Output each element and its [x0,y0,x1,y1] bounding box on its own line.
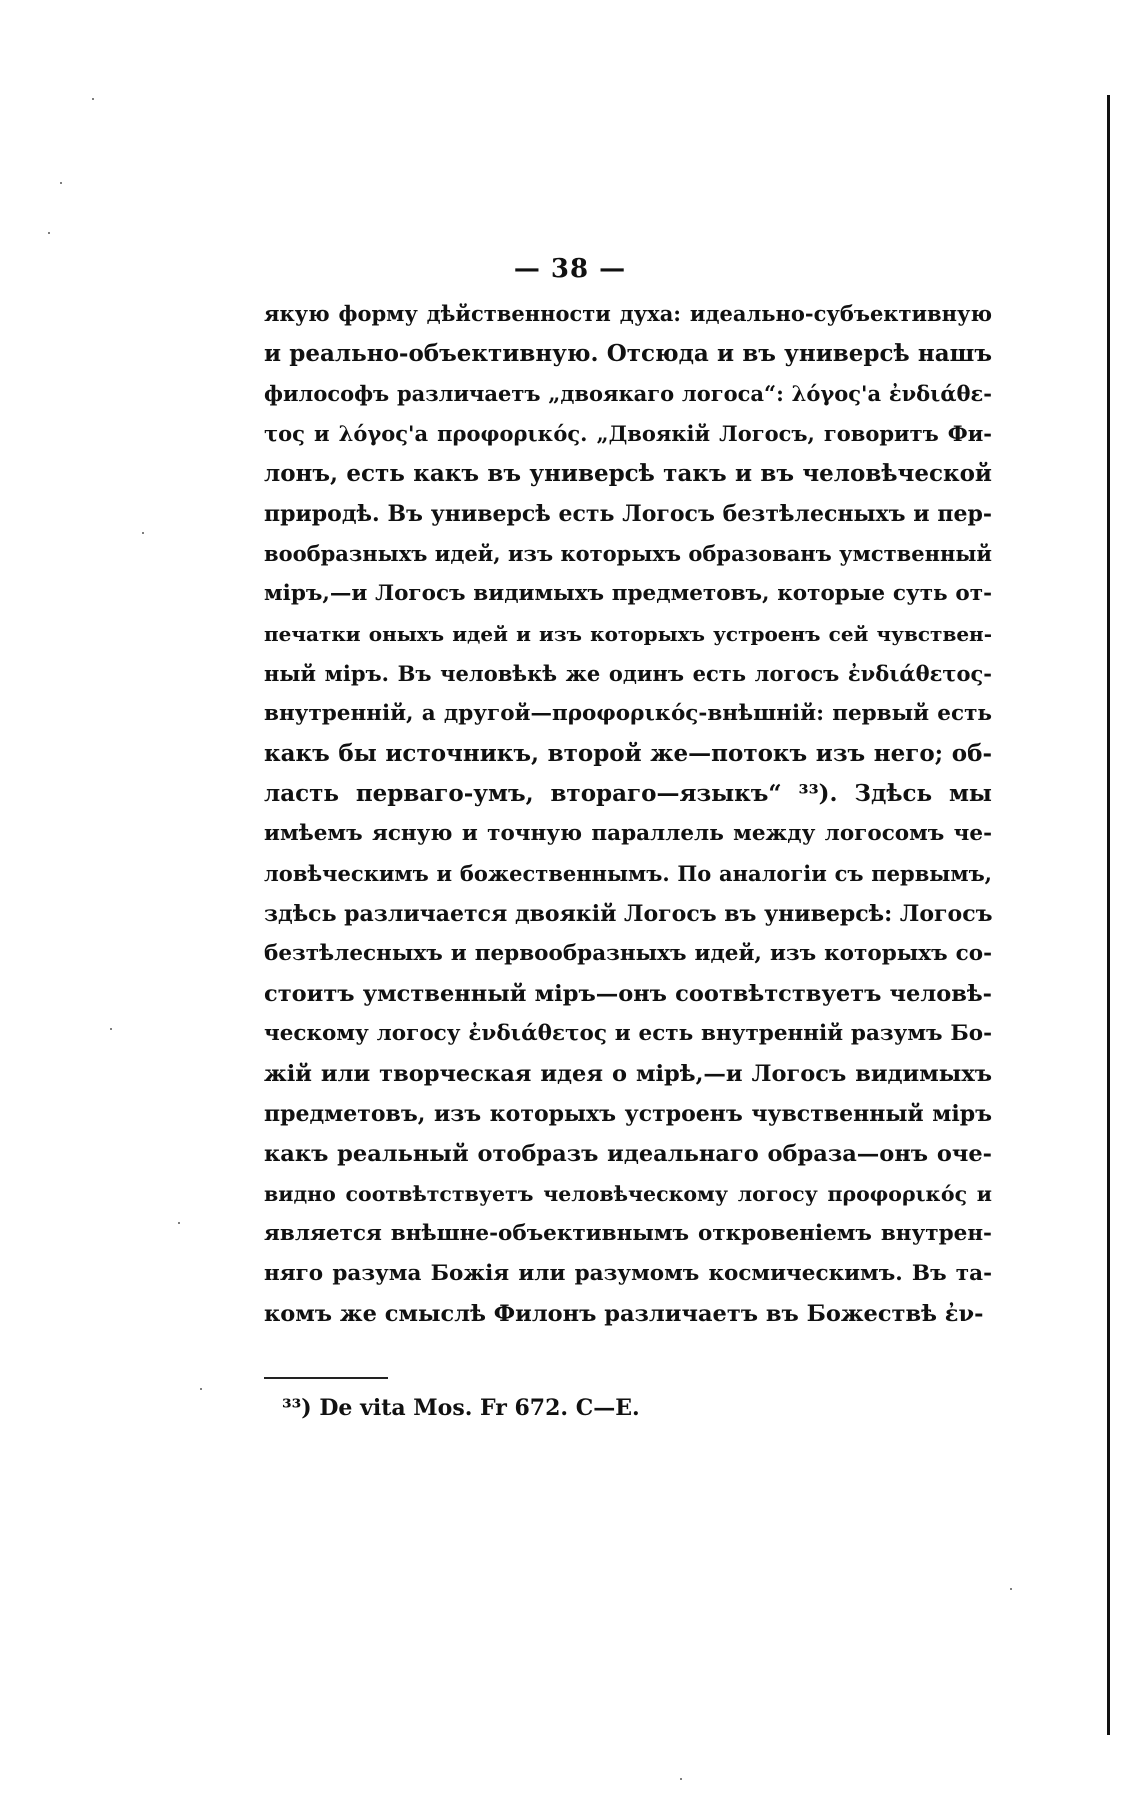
text-line: философъ различаетъ „двоякаго логоса“: λόγος'a ἐνδιάθε- [264,381,992,406]
text-line: печатки оныхъ идей и изъ которыхъ устроенъ сей чувствен- [264,622,992,646]
scan-speck [60,182,62,184]
text-line: имѣемъ ясную и точную параллель между логосомъ че- [264,821,992,846]
text-line: ласть перваго-умъ, втораго—языкъ“ ³³). Здѣсь мы [264,780,992,807]
scan-speck [1010,1588,1012,1590]
text-line: является внѣшне-объективнымъ откровеніемъ внутрен- [264,1221,992,1246]
scan-speck [200,1388,202,1390]
text-line: какъ реальный отобразъ идеальнаго образа—онъ оче- [264,1141,992,1167]
text-line: предметовъ, изъ которыхъ устроенъ чувственный міръ [264,1101,992,1127]
text-line: ный міръ. Въ человѣкѣ же одинъ есть логосъ ἐνδιάθετος- [264,661,992,686]
text-line: ловѣческимъ и божественнымъ. По аналогіи съ первымъ, [264,861,992,886]
text-line: якую форму дѣйственности духа: идеально-субъективную [264,301,992,326]
text-line: лонъ, есть какъ въ универсѣ такъ и въ человѣческой [264,460,992,487]
scan-speck [92,98,94,100]
scan-speck [178,1222,180,1224]
text-line: видно соотвѣтствуетъ человѣческому логосу προφορικός и [264,1182,992,1206]
text-line: ческому логосу ἐνδιάθετος и есть внутренній разумъ Бо- [264,1021,992,1046]
text-line: внутренній, а другой—προφορικός-внѣшній: первый есть [264,701,992,726]
text-line: комъ же смыслѣ Филонъ различаетъ въ Божествѣ ἐν- [264,1301,984,1327]
footnote-divider [264,1377,388,1379]
text-line: здѣсь различается двоякій Логосъ въ универсѣ: Логосъ [264,901,993,927]
footnote: ³³) De vita Mos. Fr 672. C—E. [282,1395,640,1421]
text-line: няго разума Божія или разумомъ космическимъ. Въ та- [264,1261,992,1286]
body-text [264,294,992,1334]
scan-speck [48,232,50,234]
scan-speck [142,532,144,534]
text-line: жій или творческая идея о мірѣ,—и Логосъ видимыхъ [264,1061,992,1087]
text-line: безтѣлесныхъ и первообразныхъ идей, изъ которыхъ со- [264,941,992,966]
text-line: природѣ. Въ универсѣ есть Логосъ безтѣлесныхъ и пер- [264,501,992,527]
text-line: стоитъ умственный міръ—онъ соотвѣтствуетъ человѣ- [264,981,992,1007]
text-line: міръ,—и Логосъ видимыхъ предметовъ, которые суть от- [264,581,992,606]
text-line: какъ бы источникъ, второй же—потокъ изъ него; об- [264,740,992,767]
scan-speck [680,1778,682,1780]
page-edge-line [1107,95,1110,1735]
text-line: τος и λόγος'a προφορικός. „Двоякій Логосъ, говоритъ Фи- [264,421,992,446]
text-line: вообразныхъ идей, изъ которыхъ образованъ умственный [264,541,992,566]
page-number: — 38 — [513,254,627,284]
scan-speck [110,1028,112,1030]
text-line: и реально-объективную. Отсюда и въ универсѣ нашъ [264,340,992,367]
